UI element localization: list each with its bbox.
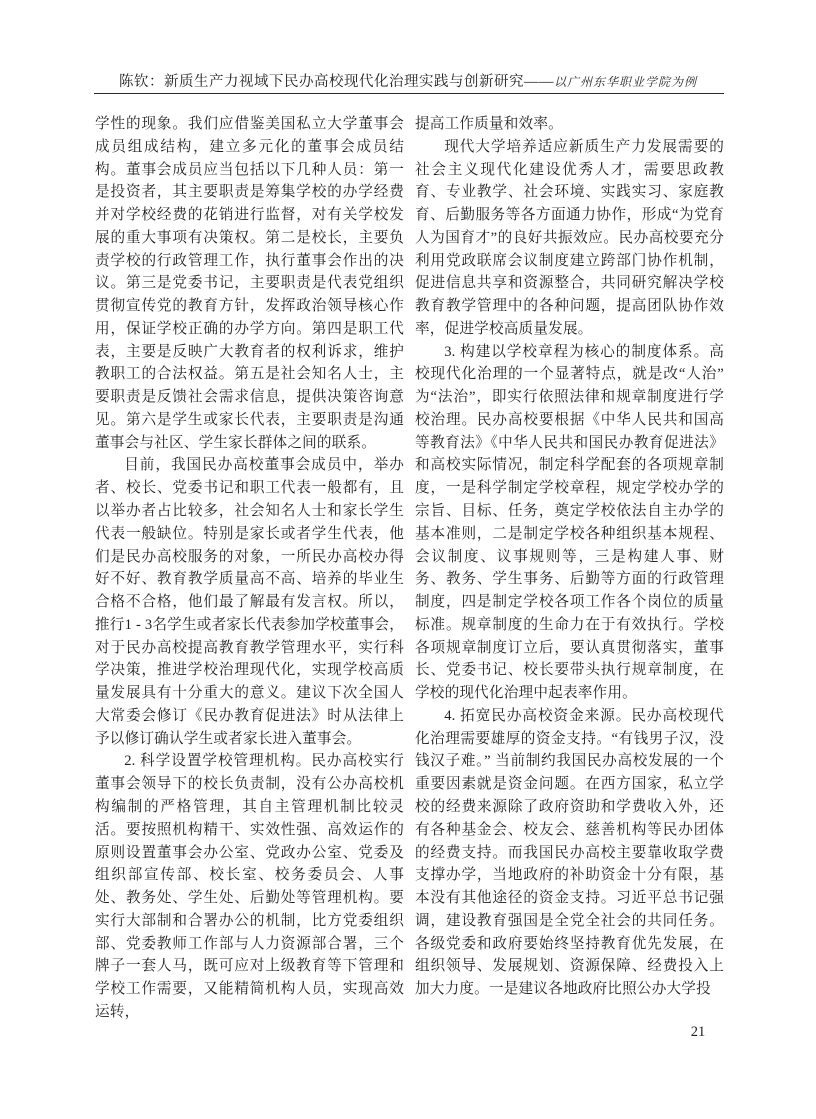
paragraph-section-4: 4. 拓宽民办高校资金来源。民办高校现代化治理需要雄厚的资金支持。“有钱男子汉，没钱汉子难。” 当前制约我国民办高校发展的一个重要因素就是资金问题。在西方国家，私立学校的经费来源除了政府资助和学费收入外，还有各种基金会、校友会、慈善机构等民办团体的经费支持。而我国民办高校主要靠收取学费支撑办学，当地政府的补助资金十分有限，基本没有其他途径的资金支持。习近平总书记强调，建设教育强国是全党全社会的共同任务。各级党委和政府要始终坚持教育优先发展，在组织领导、发展规划、资源保障、经费投入上加大力度。一是建议各地政府比照公办大学投 bbox=[415, 707, 724, 998]
paragraph: 目前，我国民办高校董事会成员中，举办者、校长、党委书记和职工代表一般都有，且以举办者占比较多，社会知名人士和家长学生代表一般缺位。特别是家长或者学生代表，他们是民办高校服务的对象，一所民办高校办得好不好、教育教学质量高不高、培养的毕业生合格不合格，他们最了解最有发言权。所以，推行1 - 3名学生或者家长代表参加学校董事会，对于民办高校提高教育教学管理水平，实行科学决策，推进学校治理现代化，实现学校高质量发展具有十分重大的意义。建议下次全国人大常委会修订《民办教育促进法》时从法律上予以修订确认学生或者家长进入董事会。 bbox=[95, 457, 404, 747]
running-header bbox=[48, 70, 768, 91]
paragraph-section-2: 2. 科学设置学校管理机构。民办高校实行董事会领导下的校长负责制，没有公办高校机构编制的严格管理，其自主管理机制比较灵活。要按照机构精干、实效性强、高效运作的原则设置董事会办公室、党政办公室、党委及组织部宣传部、校长室、校务委员会、人事处、教务处、学生处、后勤处等管理机构。要实行大部制和合署办公的机制，比方党委组织部、党委教师工作部与人力资源部合署，三个牌子一套人马，既可应对上级教育等下管理和学校工作需要，又能精简机构人员，实现高效运转， bbox=[95, 753, 404, 1020]
right-column bbox=[415, 113, 724, 1024]
paragraph: 现代大学培养适应新质生产力发展需要的社会主义现代化建设优秀人才，需要思政教育、专业教学、社会环境、实践实习、家庭教育、后勤服务等各方面通力协作，形成“为党育人为国育才”的良好共振效应。民办高校要充分利用党政联席会议制度建立跨部门协作机制，促进信息共享和资源整合，共同研究解决学校教育教学管理中的各种问题，提高团队协作效率，促进学校高质量发展。 bbox=[415, 138, 724, 337]
page-number: 21 bbox=[690, 1024, 706, 1040]
paragraph-section-3: 3. 构建以学校章程为核心的制度体系。高校现代化治理的一个显著特点，就是改“人治”为“法治”，即实行依照法律和规章制度进行学校治理。民办高校要根据《中华人民共和国高等教育法》《中华人民共和国民办教育促进法》和高校实际情况，制定科学配套的各项规章制度，一是科学制定学校章程，规定学校办学的宗旨、目标、任务，奠定学校依法自主办学的基本准则，二是制定学校各种组织基本规程、会议制度、议事规则等，三是构建人事、财务、教务、学生事务、后勤等方面的行政管理制度，四是制定学校各项工作各个岗位的质量标准。规章制度的生命力在于有效执行。学校各项规章制度订立后，要认真贯彻落实，董事长、党委书记、校长要带头执行规章制度，在学校的现代化治理中起表率作用。 bbox=[415, 343, 724, 702]
left-column bbox=[95, 113, 404, 1024]
header-title-subtitle: 以广州东华职业学院为例 bbox=[553, 75, 697, 89]
paragraph-continuation: 学性的现象。我们应借鉴美国私立大学董事会成员组成结构，建立多元化的董事会成员结构。董事会成员应当包括以下几种人员：第一是投资者，其主要职责是筹集学校的办学经费并对学校经费的花销进行监督，对有关学校发展的重大事项有决策权。第二是校长，主要负责学校的行政管理工作，执行董事会作出的决议。第三是党委书记，主要职责是代表党组织贯彻宣传党的教育方针，发挥政治领导核心作用，保证学校正确的办学方向。第四是职工代表，主要是反映广大教育者的权利诉求，维护教职工的合法权益。第五是社会知名人士，主要职责是反馈社会需求信息，提供决策咨询意见。第六是学生或家长代表，主要职责是沟通董事会与社区、学生家长群体之间的联系。 bbox=[95, 116, 404, 451]
header-divider-rule bbox=[94, 93, 724, 94]
paragraph-continuation: 提高工作质量和效率。 bbox=[415, 116, 563, 132]
two-column-text-area bbox=[95, 113, 724, 1024]
header-title-main: 陈钦：新质生产力视域下民办高校现代化治理实践与创新研究—— bbox=[118, 74, 554, 90]
